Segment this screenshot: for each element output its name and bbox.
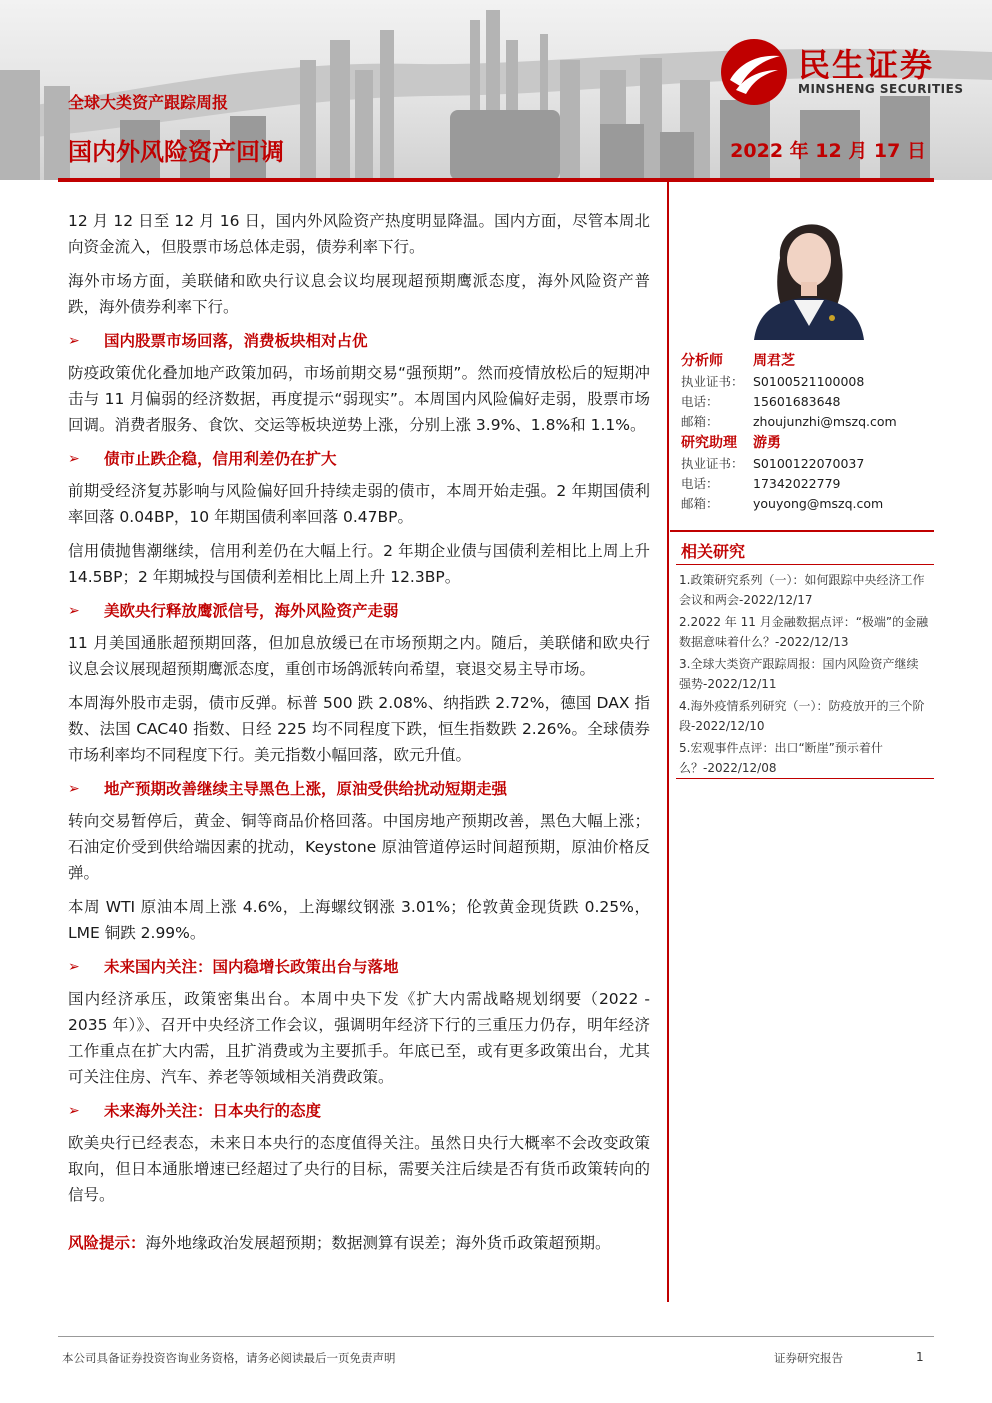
body-paragraph: 信用债抛售潮继续，信用利差仍在大幅上行。2 年期企业债与国债利差相比上周上升 14.5BP；2 年期城投与国债利差相比上周上升 12.3BP。 [68,542,650,586]
page-number: 1 [916,1350,924,1364]
section-heading [68,1098,650,1124]
column-divider [667,182,669,1302]
analyst-detail-row [681,474,931,494]
header-banner [0,0,992,180]
analyst-detail-row [681,494,931,514]
detail-value: 17342022779 [753,476,841,491]
analyst-role-row [681,432,931,454]
detail-label: 电话： [681,476,719,491]
section-heading-text: 债市止跌企稳，信用利差仍在扩大 [104,450,337,468]
body-paragraph: 前期受经济复苏影响与风险偏好回升持续走弱的债市，本周开始走强。2 年期国债利率回落 0.04BP，10 年期国债利率回落 0.47BP。 [68,482,650,526]
arrow-bullet-icon: ➢ [68,1103,80,1119]
detail-label: 邮箱： [681,414,719,429]
body-paragraph: 11 月美国通胀超预期回落，但加息放缓已在市场预期之内。随后，美联储和欧央行议息会议展现超预期鹰派态度，重创市场鸽派转向希望，衰退交易主导市场。 [68,634,650,678]
intro-paragraph: 海外市场方面，美联储和欧央行议息会议均展现超预期鹰派态度，海外风险资产普跌，海外债券利率下行。 [68,272,650,316]
body-paragraph: 本周海外股市走弱，债市反弹。标普 500 跌 2.08%、纳指跌 2.72%，德国 DAX 指数、法国 CAC40 指数、日经 225 均不同程度下跌，恒生指数跌 2.26%。全球债券市场利率均不同程度下行。美元指数小幅回落，欧元升值。 [68,694,650,764]
footer-doc-type: 证券研究报告 [774,1351,843,1365]
section-heading [68,954,650,980]
related-research-title: 相关研究 [681,542,746,561]
detail-value: S0100521100008 [753,374,865,389]
body-paragraph: 防疫政策优化叠加地产政策加码，市场前期交易“强预期”。然而疫情放松后的短期冲击与 11 月偏弱的经济数据，再度提示“弱现实”。本周国内风险偏好走弱，股票市场回调。消费者服务、食饮、交运等板块逆势上涨，分别上涨 3.9%、1.8%和 1.1%。 [68,364,650,434]
analyst-role: 研究助理 [681,435,737,451]
arrow-bullet-icon: ➢ [68,781,80,797]
company-logo [718,36,968,106]
risk-warning-label: 风险提示： [68,1234,146,1252]
risk-warning-text: 海外地缘政治发展超预期；数据测算有误差；海外货币政策超预期。 [145,1234,611,1252]
body-paragraph: 本周 WTI 原油本周上涨 4.6%，上海螺纹钢涨 3.01%；伦敦黄金现货跌 0.25%，LME 铜跌 2.99%。 [68,898,650,942]
detail-label: 执业证书： [681,374,744,389]
related-research-divider [676,564,934,565]
section-heading-text: 地产预期改善继续主导黑色上涨，原油受供给扰动短期走强 [104,780,508,798]
section-heading [68,446,650,472]
analyst-photo [750,198,868,340]
logo-english-name: MINSHENG SECURITIES [798,82,964,96]
analyst-name: 游勇 [753,435,781,451]
header-divider [58,178,934,182]
arrow-bullet-icon: ➢ [68,959,80,975]
related-research-item[interactable]: 5.宏观事件点评：出口“断崖”预示着什么？-2022/12/08 [679,741,883,775]
section-heading-text: 国内股票市场回落，消费板块相对占优 [104,332,368,350]
related-research-bottom-divider [676,778,934,779]
analyst-name: 周君芝 [753,353,795,369]
analyst-info [681,350,931,514]
report-series: 全球大类资产跟踪周报 [68,93,229,112]
right-column-divider [670,530,934,532]
analyst-detail-row [681,372,931,392]
risk-warning [68,1230,650,1256]
detail-value: S0100122070037 [753,456,865,471]
detail-label: 邮箱： [681,496,719,511]
intro-paragraph: 12 月 12 日至 12 月 16 日，国内外风险资产热度明显降温。国内方面，尽管本周北向资金流入，但股票市场总体走弱，债券利率下行。 [68,212,650,256]
related-research-list [679,570,929,780]
section-heading-text: 美欧央行释放鹰派信号，海外风险资产走弱 [104,602,399,620]
related-research-item[interactable]: 2.2022 年 11 月金融数据点评：“极端”的金融数据意味着什么？-2022/12/13 [679,615,929,649]
footer-divider [58,1336,934,1337]
minsheng-logo-icon [718,36,790,108]
analyst-detail-row [681,454,931,474]
analyst-role: 分析师 [681,353,723,369]
detail-email[interactable]: youyong@mszq.com [753,496,884,511]
detail-label: 电话： [681,394,719,409]
body-paragraph: 转向交易暂停后，黄金、铜等商品价格回落。中国房地产预期改善，黑色大幅上涨；石油定价受到供给端因素的扰动，Keystone 原油管道停运时间超预期，原油价格反弹。 [68,812,650,882]
report-title: 国内外风险资产回调 [68,138,284,166]
analyst-portrait-image [750,198,868,340]
detail-label: 执业证书： [681,456,744,471]
body-paragraph: 国内经济承压，政策密集出台。本周中央下发《扩大内需战略规划纲要（2022 - 2035 年）》、召开中央经济工作会议，强调明年经济下行的三重压力仍存，明年经济工作重点在扩大内需，且扩消费或为主要抓手。年底已至，或有更多政策出台，尤其可关注住房、汽车、养老等领域相关消费政策。 [68,990,650,1086]
analyst-detail-row [681,392,931,412]
related-research-item[interactable]: 1.政策研究系列（一）：如何跟踪中央经济工作会议和两会-2022/12/17 [679,573,925,607]
section-heading [68,598,650,624]
section-heading-text: 未来国内关注：国内稳增长政策出台与落地 [104,958,399,976]
analyst-detail-row [681,412,931,432]
section-heading [68,776,650,802]
related-research-item[interactable]: 3.全球大类资产跟踪周报：国内风险资产继续强势-2022/12/11 [679,657,919,691]
section-heading [68,328,650,354]
detail-value: 15601683648 [753,394,841,409]
arrow-bullet-icon: ➢ [68,603,80,619]
arrow-bullet-icon: ➢ [68,451,80,467]
footer-disclaimer: 本公司具备证券投资咨询业务资格，请务必阅读最后一页免责声明 [62,1351,396,1365]
logo-chinese-name: 民生证券 [798,46,935,84]
related-research-item[interactable]: 4.海外疫情系列研究（一）：防疫放开的三个阶段-2022/12/10 [679,699,925,733]
analyst-role-row [681,350,931,372]
arrow-bullet-icon: ➢ [68,333,80,349]
main-content [68,208,650,1264]
section-heading-text: 未来海外关注：日本央行的态度 [104,1102,322,1120]
body-paragraph: 欧美央行已经表态，未来日本央行的态度值得关注。虽然日央行大概率不会改变政策取向，但日本通胀增速已经超过了央行的目标，需要关注后续是否有货币政策转向的信号。 [68,1134,650,1204]
detail-email[interactable]: zhoujunzhi@mszq.com [753,414,897,429]
report-date: 2022 年 12 月 17 日 [730,140,926,162]
